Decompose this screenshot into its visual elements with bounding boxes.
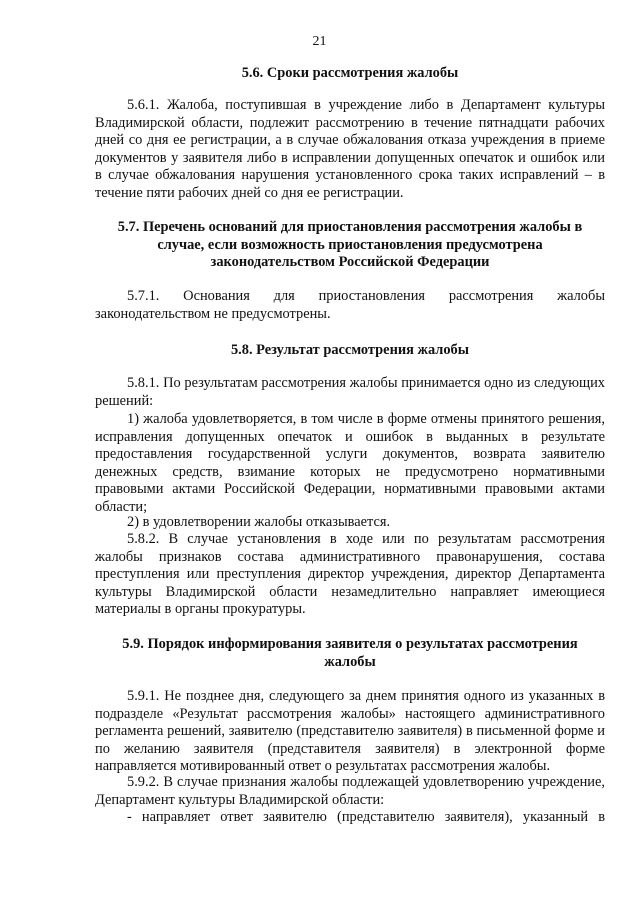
page-number: 21	[312, 34, 327, 49]
paragraph-5-6-1: 5.6.1. Жалоба, поступившая в учреждение либо в Департамент культуры Владимирской области, подлежит рассмотрению в течение пятнадцати рабочих дней со дня ее регистрации, а в случае обжалования отказа учреждения в приеме документов у заявителя либо в исправлении допущенных опечаток и ошибок или в случае обжалования нарушения установленного срока таких исправлений – в течение пяти рабочих дней со дня ее регистрации.	[95, 97, 605, 201]
list-item-5-8-1-1: 1) жалоба удовлетворяется, в том числе в форме отмены принятого решения, исправления допущенных опечаток и ошибок в выданных в результате предоставления государственной услуги документов, возврата заявителю денежных средств, взимание которых не предусмотрено нормативными правовыми актами Российской Федерации, нормативными правовыми актами области;	[95, 411, 605, 515]
section-heading-5-8: 5.8. Результат рассмотрения жалобы	[230, 342, 469, 358]
list-item-5-8-1-2: 2) в удовлетворении жалобы отказывается.	[127, 514, 391, 530]
section-heading-5-9: 5.9. Порядок информирования заявителя о результатах рассмотрения жалобы	[122, 636, 578, 670]
paragraph-5-8-2: 5.8.2. В случае установления в ходе или по результатам рассмотрения жалобы признаков состава административного правонарушения, состава преступления или преступления директор учреждения, директор Департамента культуры Владимирской области незамедлительно направляет имеющиеся материалы в органы прокуратуры.	[95, 531, 605, 618]
paragraph-5-9-2: 5.9.2. В случае признания жалобы подлежащей удовлетворению учреждение, Департамент культуры Владимирской области:	[95, 774, 605, 808]
list-item-5-9-2-1: - направляет ответ заявителю (представителю заявителя), указанный в	[127, 809, 605, 825]
section-heading-5-6: 5.6. Сроки рассмотрения жалобы	[241, 65, 459, 81]
paragraph-5-8-1: 5.8.1. По результатам рассмотрения жалобы принимается одно из следующих решений:	[95, 375, 605, 409]
paragraph-5-9-1: 5.9.1. Не позднее дня, следующего за днем принятия одного из указанных в подразделе «Результат рассмотрения жалобы» настоящего административного регламента решений, заявителю (представителю заявителя) в письменной форме и по желанию заявителя (представителя заявителя) в электронной форме направляется мотивированный ответ о результатах рассмотрения жалобы.	[95, 688, 605, 775]
paragraph-5-7-1: 5.7.1. Основания для приостановления рассмотрения жалобы законодательством не предусмотрены.	[95, 288, 605, 322]
section-heading-5-7: 5.7. Перечень оснований для приостановления рассмотрения жалобы в случае, если возможность приостановления предусмотрена законодательством Российской Федерации	[117, 219, 583, 271]
